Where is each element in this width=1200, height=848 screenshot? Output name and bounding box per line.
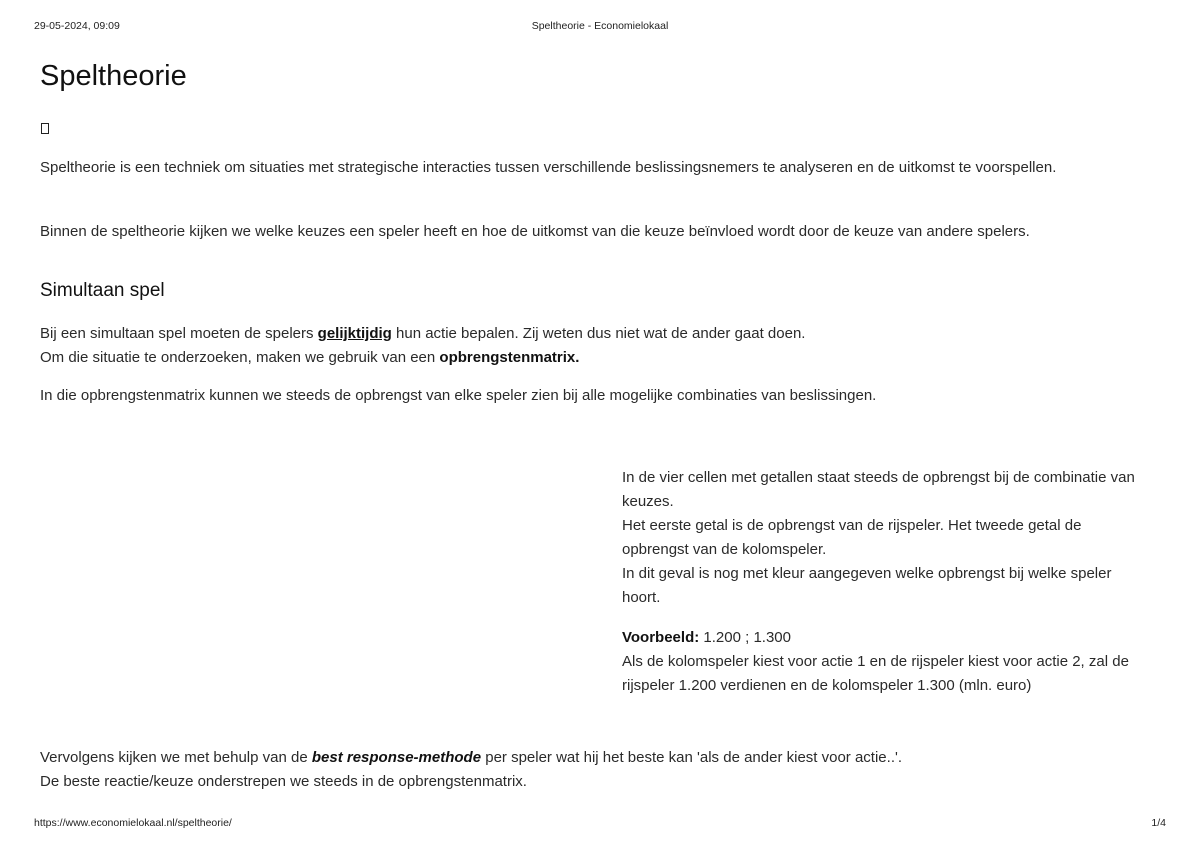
emphasis-opbrengstenmatrix: opbrengstenmatrix.: [439, 349, 580, 366]
explanation-line-2: Het eerste getal is de opbrengst van de rijspeler. Het tweede getal de opbrengst van de kolomspeler.: [622, 517, 1082, 558]
example-paragraph: [622, 626, 1152, 698]
best-response-paragraph: [40, 746, 902, 794]
bottom-line2: De beste reactie/keuze onderstrepen we steeds in de opbrengstenmatrix.: [40, 773, 527, 790]
intro-paragraph-2: Binnen de speltheorie kijken we welke keuzes een speler heeft en hoe de uitkomst van die keuze beïnvloed wordt door de keuze van andere spelers.: [40, 223, 1030, 240]
intro-paragraph-1: Speltheorie is een techniek om situaties met strategische interacties tussen verschillende beslissingsnemers te analyseren en de uitkomst te voorspellen.: [40, 159, 1057, 176]
print-page-number: 1/4: [1151, 817, 1166, 829]
print-footer: [34, 817, 1166, 831]
example-text: Als de kolomspeler kiest voor actie 1 en de rijspeler kiest voor actie 2, zal de rijspeler 1.200 verdienen en de kolomspeler 1.300 (mln. euro): [622, 653, 1129, 694]
explanation-line-1: In de vier cellen met getallen staat steeds de opbrengst bij de combinatie van keuzes.: [622, 469, 1135, 510]
emphasis-best-response: best response-methode: [311, 749, 482, 766]
sim-line1-post: hun actie bepalen. Zij weten dus niet wat de ander gaat doen.: [391, 325, 806, 342]
print-page-title: Speltheorie - Economielokaal: [531, 20, 669, 32]
matrix-intro-paragraph: In die opbrengstenmatrix kunnen we steeds de opbrengst van elke speler zien bij alle mogelijke combinaties van beslissingen.: [40, 387, 877, 404]
print-header: [34, 20, 1166, 34]
section-heading-simultaan: Simultaan spel: [40, 280, 165, 301]
matrix-explanation: [622, 466, 1152, 714]
page-title: Speltheorie: [40, 60, 187, 92]
example-label: Voorbeeld:: [622, 629, 700, 646]
example-value: 1.200 ; 1.300: [699, 629, 791, 646]
explanation-line-3: In dit geval is nog met kleur aangegeven welke opbrengst bij welke speler hoort.: [622, 565, 1112, 606]
emphasis-gelijktijdig: gelijktijdig: [317, 325, 392, 342]
bottom-line1-post: per speler wat hij het beste kan 'als de ander kiest voor actie..'.: [481, 749, 903, 766]
sim-line1-pre: Bij een simultaan spel moeten de spelers: [40, 325, 318, 342]
print-url: https://www.economielokaal.nl/speltheorie/: [34, 817, 232, 829]
missing-glyph-icon: [41, 123, 49, 134]
matrix-explanation-paragraph: [622, 466, 1152, 610]
sim-line2-pre: Om die situatie te onderzoeken, maken we gebruik van een: [40, 349, 440, 366]
bottom-line1-pre: Vervolgens kijken we met behulp van de: [40, 749, 312, 766]
print-datetime: 29-05-2024, 09:09: [34, 20, 120, 32]
simultaan-paragraph: [40, 322, 805, 370]
